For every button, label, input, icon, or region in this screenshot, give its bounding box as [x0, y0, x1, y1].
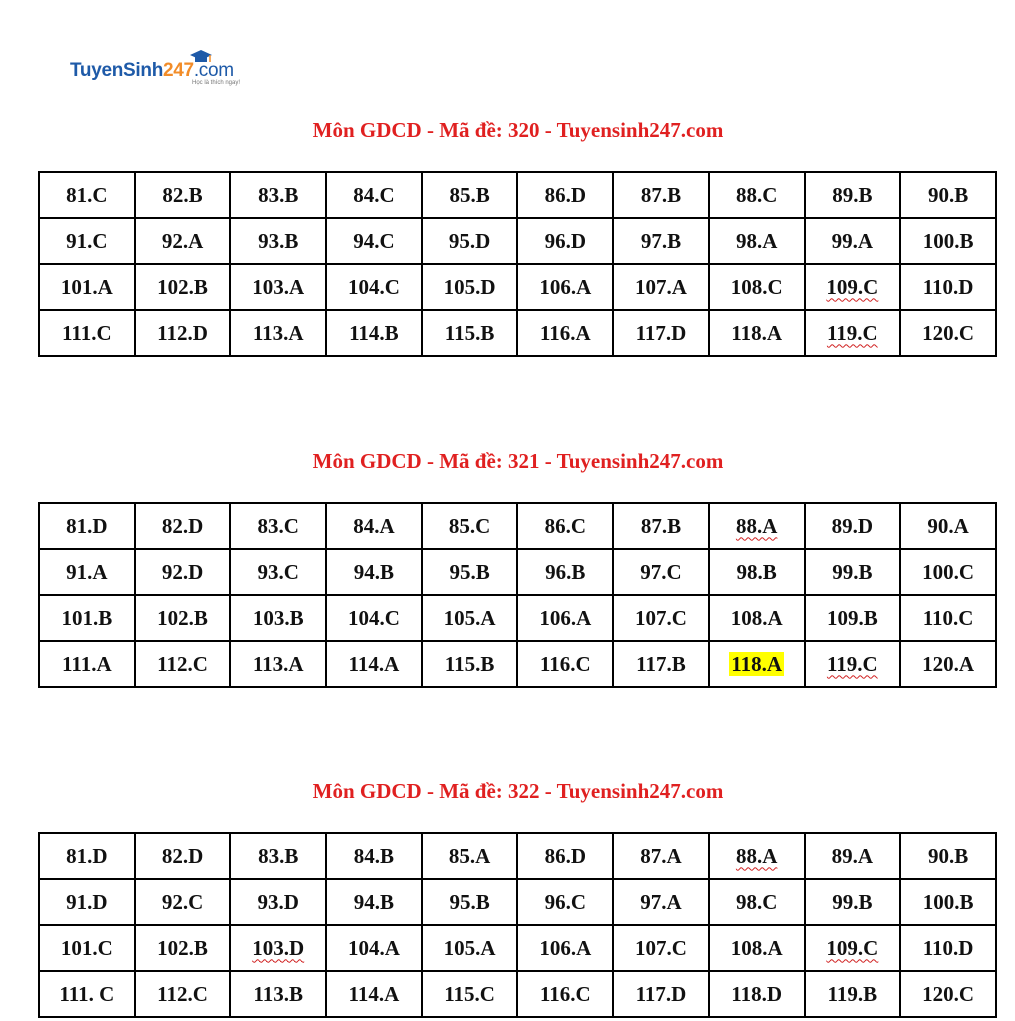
answer-cell: [805, 641, 901, 687]
answer-cell: 112.C: [135, 641, 231, 687]
table-row: [39, 879, 996, 925]
answer-cell: 100.B: [900, 218, 996, 264]
answer-cell: 90.B: [900, 172, 996, 218]
answer-cell: 83.B: [230, 172, 326, 218]
answer-cell: 81.D: [39, 503, 135, 549]
answer-cell: 118.D: [709, 971, 805, 1017]
answer-cell: 85.C: [422, 503, 518, 549]
answer-cell: 93.C: [230, 549, 326, 595]
answer-cell: 100.B: [900, 879, 996, 925]
answer-cell: 99.A: [805, 218, 901, 264]
answer-cell: 119.B: [805, 971, 901, 1017]
answer-cell: 98.A: [709, 218, 805, 264]
answer-table-322: [38, 832, 997, 1018]
answer-cell: 113.B: [230, 971, 326, 1017]
answer-cell: 115.B: [422, 310, 518, 356]
answer-cell: 85.A: [422, 833, 518, 879]
answer-cell: 81.D: [39, 833, 135, 879]
answer-cell: 82.D: [135, 503, 231, 549]
answer-cell: 90.B: [900, 833, 996, 879]
answer-cell: 87.B: [613, 172, 709, 218]
logo-part-247: 247: [163, 60, 194, 81]
answer-cell: 104.C: [326, 595, 422, 641]
section-title-320: Môn GDCD - Mã đề: 320 - Tuyensinh247.com: [312, 118, 724, 142]
spellcheck-marked-text: 88.A: [735, 513, 778, 538]
answer-cell: 104.A: [326, 925, 422, 971]
answer-cell: [805, 925, 901, 971]
answer-cell: 102.B: [135, 264, 231, 310]
answer-cell: 106.A: [517, 925, 613, 971]
answer-cell: 92.A: [135, 218, 231, 264]
answer-cell: 102.B: [135, 595, 231, 641]
answer-cell: 89.D: [805, 503, 901, 549]
table-row: [39, 925, 996, 971]
answer-cell: 85.B: [422, 172, 518, 218]
answer-cell: 111. C: [39, 971, 135, 1017]
answer-cell: 107.C: [613, 925, 709, 971]
site-logo[interactable]: [70, 50, 260, 90]
answer-cell: 93.D: [230, 879, 326, 925]
answer-cell: 115.C: [422, 971, 518, 1017]
answer-cell: 95.B: [422, 549, 518, 595]
answer-cell: 98.C: [709, 879, 805, 925]
table-row: [39, 549, 996, 595]
answer-cell: 91.A: [39, 549, 135, 595]
answer-cell: 103.B: [230, 595, 326, 641]
answer-cell: 117.D: [613, 310, 709, 356]
logo-wordmark: [70, 60, 234, 82]
section-title-321: Môn GDCD - Mã đề: 321 - Tuyensinh247.com: [312, 449, 724, 473]
answer-cell: 96.C: [517, 879, 613, 925]
answer-cell: 87.A: [613, 833, 709, 879]
answer-cell: 83.C: [230, 503, 326, 549]
answer-cell: 89.A: [805, 833, 901, 879]
logo-part-tuyen: Tuyen: [70, 60, 124, 81]
answer-cell: 89.B: [805, 172, 901, 218]
answer-cell: 116.A: [517, 310, 613, 356]
table-row: [39, 833, 996, 879]
answer-cell: 91.C: [39, 218, 135, 264]
table-row: [39, 971, 996, 1017]
answer-cell: 106.A: [517, 264, 613, 310]
table-row: [39, 218, 996, 264]
answer-cell: 82.B: [135, 172, 231, 218]
answer-table-320: [38, 171, 997, 357]
answer-cell: 91.D: [39, 879, 135, 925]
answer-cell: 120.C: [900, 310, 996, 356]
answer-cell: 102.B: [135, 925, 231, 971]
answer-cell: 109.B: [805, 595, 901, 641]
answer-table-321: [38, 502, 997, 688]
answer-cell: 107.A: [613, 264, 709, 310]
answer-cell: 84.C: [326, 172, 422, 218]
answer-cell: 94.B: [326, 879, 422, 925]
spellcheck-marked-text: 109.C: [826, 274, 879, 299]
spellcheck-marked-text: 88.A: [735, 843, 778, 868]
answer-cell: 86.C: [517, 503, 613, 549]
answer-cell: [805, 264, 901, 310]
answer-cell: 106.A: [517, 595, 613, 641]
answer-cell: 115.B: [422, 641, 518, 687]
answer-cell: 101.A: [39, 264, 135, 310]
answer-cell: 117.B: [613, 641, 709, 687]
answer-cell: 108.A: [709, 595, 805, 641]
answer-cell: 116.C: [517, 971, 613, 1017]
answer-cell: 110.D: [900, 925, 996, 971]
answer-cell: 83.B: [230, 833, 326, 879]
table-row: [39, 641, 996, 687]
answer-cell: 105.A: [422, 925, 518, 971]
spellcheck-marked-text: 103.D: [252, 935, 305, 960]
answer-cell: 94.C: [326, 218, 422, 264]
answer-cell: 97.C: [613, 549, 709, 595]
answer-cell: 95.B: [422, 879, 518, 925]
answer-cell: 110.D: [900, 264, 996, 310]
answer-cell: 97.B: [613, 218, 709, 264]
logo-part-sinh: Sinh: [123, 60, 164, 81]
table-row: [39, 503, 996, 549]
spellcheck-marked-text: 119.C: [826, 320, 878, 345]
answer-cell: [709, 641, 805, 687]
answer-cell: 92.D: [135, 549, 231, 595]
answer-cell: 118.A: [709, 310, 805, 356]
answer-cell: 101.B: [39, 595, 135, 641]
answer-cell: 108.C: [709, 264, 805, 310]
answer-cell: 112.D: [135, 310, 231, 356]
answer-cell: 97.A: [613, 879, 709, 925]
answer-cell: 116.C: [517, 641, 613, 687]
answer-cell: 87.B: [613, 503, 709, 549]
answer-cell: 105.A: [422, 595, 518, 641]
answer-cell: 99.B: [805, 549, 901, 595]
answer-cell: 114.A: [326, 641, 422, 687]
table-row: [39, 595, 996, 641]
answer-cell: 99.B: [805, 879, 901, 925]
answer-cell: 117.D: [613, 971, 709, 1017]
answer-cell: 84.A: [326, 503, 422, 549]
answer-cell: 120.C: [900, 971, 996, 1017]
answer-cell: 96.D: [517, 218, 613, 264]
table-row: [39, 310, 996, 356]
answer-cell: 120.A: [900, 641, 996, 687]
answer-cell: 96.B: [517, 549, 613, 595]
answer-cell: 81.C: [39, 172, 135, 218]
section-title-322: Môn GDCD - Mã đề: 322 - Tuyensinh247.com: [312, 779, 724, 803]
answer-cell: 113.A: [230, 641, 326, 687]
answer-cell: [709, 503, 805, 549]
answer-cell: 95.D: [422, 218, 518, 264]
logo-tagline: Học là thích ngay!: [192, 80, 241, 86]
answer-cell: 101.C: [39, 925, 135, 971]
answer-cell: 90.A: [900, 503, 996, 549]
answer-cell: 108.A: [709, 925, 805, 971]
answer-cell: 103.A: [230, 264, 326, 310]
answer-cell: 86.D: [517, 172, 613, 218]
answer-cell: 113.A: [230, 310, 326, 356]
answer-cell: [230, 925, 326, 971]
answer-cell: [709, 833, 805, 879]
answer-cell: 88.C: [709, 172, 805, 218]
answer-cell: 111.C: [39, 310, 135, 356]
highlighted-answer: 118.A: [731, 651, 783, 676]
answer-cell: 104.C: [326, 264, 422, 310]
answer-cell: 111.A: [39, 641, 135, 687]
answer-cell: 105.D: [422, 264, 518, 310]
spellcheck-marked-text: 119.C: [826, 651, 878, 676]
answer-cell: 84.B: [326, 833, 422, 879]
table-row: [39, 172, 996, 218]
answer-cell: 94.B: [326, 549, 422, 595]
answer-cell: 92.C: [135, 879, 231, 925]
answer-cell: 114.A: [326, 971, 422, 1017]
answer-cell: 112.C: [135, 971, 231, 1017]
logo-part-com: .com: [193, 60, 234, 81]
answer-cell: [805, 310, 901, 356]
answer-cell: 82.D: [135, 833, 231, 879]
spellcheck-marked-text: 109.C: [826, 935, 879, 960]
answer-cell: 107.C: [613, 595, 709, 641]
answer-cell: 98.B: [709, 549, 805, 595]
answer-cell: 100.C: [900, 549, 996, 595]
answer-cell: 114.B: [326, 310, 422, 356]
answer-cell: 86.D: [517, 833, 613, 879]
table-row: [39, 264, 996, 310]
answer-cell: 93.B: [230, 218, 326, 264]
answer-cell: 110.C: [900, 595, 996, 641]
